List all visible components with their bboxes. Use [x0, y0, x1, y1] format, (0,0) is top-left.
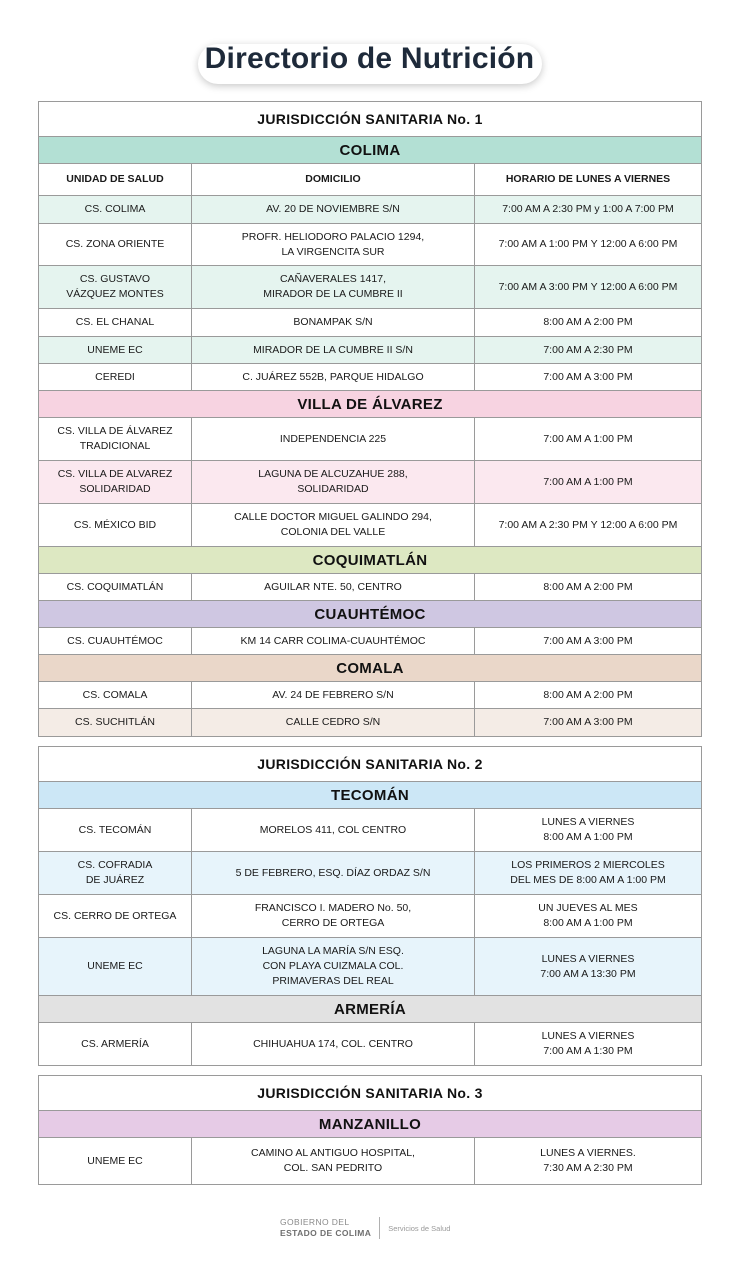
unit-address: AV. 20 DE NOVIEMBRE S/N [191, 196, 474, 223]
jurisdiction-2-table [38, 746, 702, 1066]
unit-schedule: LUNES A VIERNES 7:00 AM A 13:30 PM [474, 938, 701, 995]
unit-address: INDEPENDENCIA 225 [191, 418, 474, 460]
jurisdiction-3-table [38, 1075, 702, 1185]
table-row [39, 196, 701, 224]
unit-schedule: LUNES A VIERNES 8:00 AM A 1:00 PM [474, 809, 701, 851]
unit-schedule: 7:00 AM A 1:00 PM [474, 418, 701, 460]
unit-schedule: 8:00 AM A 2:00 PM [474, 574, 701, 600]
column-header-schedule: HORARIO DE LUNES A VIERNES [474, 164, 701, 195]
table-row [39, 504, 701, 547]
table-row [39, 224, 701, 266]
unit-address: AGUILAR NTE. 50, CENTRO [191, 574, 474, 600]
table-header [39, 164, 701, 196]
government-logo [280, 1217, 371, 1238]
municipality-manzanillo: MANZANILLO [39, 1111, 701, 1138]
municipality-armeria: ARMERÍA [39, 996, 701, 1023]
unit-schedule: 7:00 AM A 3:00 PM Y 12:00 A 6:00 PM [474, 266, 701, 308]
table-row [39, 418, 701, 461]
unit-name: CS. EL CHANAL [75, 316, 155, 329]
unit-name: CS. TECOMÁN [78, 823, 152, 836]
table-row [39, 895, 701, 938]
unit-address: CAMINO AL ANTIGUO HOSPITAL, COL. SAN PEDRITO [191, 1138, 474, 1184]
municipality-cuauhtemoc: CUAUHTÉMOC [39, 601, 701, 628]
unit-address: CAÑAVERALES 1417, MIRADOR DE LA CUMBRE II [191, 266, 474, 308]
unit-address: CALLE DOCTOR MIGUEL GALINDO 294, COLONIA DEL VALLE [191, 504, 474, 546]
unit-address: BONAMPAK S/N [191, 309, 474, 336]
table-row [39, 682, 701, 709]
table-row [39, 809, 701, 852]
unit-address: AV. 24 DE FEBRERO S/N [191, 682, 474, 708]
table-row [39, 938, 701, 996]
unit-address: LAGUNA DE ALCUZAHUE 288, SOLIDARIDAD [191, 461, 474, 503]
table-row [39, 364, 701, 391]
unit-name: CEREDI [95, 370, 135, 383]
municipality-colima: COLIMA [39, 137, 701, 164]
unit-schedule: 7:00 AM A 1:00 PM [474, 461, 701, 503]
jurisdiction-1-table [38, 101, 702, 737]
unit-schedule: LUNES A VIERNES 7:00 AM A 1:30 PM [474, 1023, 701, 1065]
table-row [39, 337, 701, 364]
unit-name: CS. VILLA DE ÁLVAREZ TRADICIONAL [57, 425, 173, 452]
unit-name: CS. COLIMA [84, 203, 146, 216]
unit-address: 5 DE FEBRERO, ESQ. DÍAZ ORDAZ S/N [191, 852, 474, 894]
unit-name: UNEME EC [87, 960, 143, 973]
unit-name: CS. CERRO DE ORTEGA [53, 909, 177, 922]
unit-name: CS. COFRADIA DE JUÁREZ [77, 859, 153, 886]
unit-name: CS. CUAUHTÉMOC [67, 634, 163, 647]
unit-address: PROFR. HELIODORO PALACIO 1294, LA VIRGENCITA SUR [191, 224, 474, 265]
footer-divider [379, 1217, 380, 1239]
unit-name: CS. VILLA DE ALVAREZ SOLIDARIDAD [57, 468, 173, 495]
unit-name: CS. GUSTAVO VÁZQUEZ MONTES [66, 273, 164, 300]
unit-schedule: 7:00 AM A 2:30 PM Y 12:00 A 6:00 PM [474, 504, 701, 546]
municipality-villa-de-alvarez: VILLA DE ÁLVAREZ [39, 391, 701, 418]
unit-schedule: UN JUEVES AL MES 8:00 AM A 1:00 PM [474, 895, 701, 937]
unit-name: CS. MÉXICO BID [73, 518, 157, 531]
unit-schedule: 7:00 AM A 3:00 PM [474, 364, 701, 390]
unit-address: MIRADOR DE LA CUMBRE II S/N [191, 337, 474, 363]
unit-name: CS. COMALA [82, 688, 148, 701]
unit-name: CS. ZONA ORIENTE [65, 238, 165, 251]
unit-schedule: 8:00 AM A 2:00 PM [474, 309, 701, 336]
government-logo-line2: ESTADO DE COLIMA [280, 1228, 372, 1238]
unit-name: CS. ARMERÍA [81, 1037, 149, 1050]
table-row [39, 1138, 701, 1184]
unit-schedule: 7:00 AM A 3:00 PM [474, 628, 701, 654]
column-header-unit: UNIDAD DE SALUD [66, 173, 164, 186]
health-services-logo: Servicios de Salud [388, 1223, 451, 1233]
table-row [39, 309, 701, 337]
municipality-coquimatlan: COQUIMATLÁN [39, 547, 701, 574]
unit-name: UNEME EC [87, 1154, 143, 1167]
unit-name: UNEME EC [87, 343, 143, 356]
jurisdiction-title: JURISDICCIÓN SANITARIA No. 1 [39, 102, 701, 137]
table-row [39, 266, 701, 309]
unit-address: FRANCISCO I. MADERO No. 50, CERRO DE ORTEGA [191, 895, 474, 937]
unit-address: CHIHUAHUA 174, COL. CENTRO [191, 1023, 474, 1065]
page-title: Directorio de Nutrición [204, 42, 535, 75]
unit-name: CS. SUCHITLÁN [75, 716, 155, 729]
government-logo-line1: GOBIERNO DEL [280, 1217, 350, 1228]
footer-logos [280, 1214, 450, 1242]
table-row [39, 709, 701, 736]
table-row [39, 852, 701, 895]
table-row [39, 461, 701, 504]
jurisdiction-title: JURISDICCIÓN SANITARIA No. 2 [39, 747, 701, 782]
unit-schedule: 7:00 AM A 2:30 PM [474, 337, 701, 363]
unit-schedule: 7:00 AM A 3:00 PM [474, 709, 701, 736]
jurisdiction-title: JURISDICCIÓN SANITARIA No. 3 [39, 1076, 701, 1111]
unit-address: LAGUNA LA MARÍA S/N ESQ. CON PLAYA CUIZMALA COL. PRIMAVERAS DEL REAL [191, 938, 474, 995]
unit-schedule: 8:00 AM A 2:00 PM [474, 682, 701, 708]
unit-address: KM 14 CARR COLIMA-CUAUHTÉMOC [191, 628, 474, 654]
municipality-comala: COMALA [39, 655, 701, 682]
table-row [39, 1023, 701, 1065]
unit-address: CALLE CEDRO S/N [191, 709, 474, 736]
municipality-tecoman: TECOMÁN [39, 782, 701, 809]
unit-name: CS. COQUIMATLÁN [66, 580, 164, 593]
unit-schedule: 7:00 AM A 1:00 PM Y 12:00 A 6:00 PM [474, 224, 701, 265]
table-row [39, 628, 701, 655]
unit-address: C. JUÁREZ 552B, PARQUE HIDALGO [191, 364, 474, 390]
column-header-address: DOMICILIO [191, 164, 474, 195]
unit-schedule: 7:00 AM A 2:30 PM y 1:00 A 7:00 PM [474, 196, 701, 223]
unit-schedule: LUNES A VIERNES. 7:30 AM A 2:30 PM [474, 1138, 701, 1184]
table-row [39, 574, 701, 601]
unit-schedule: LOS PRIMEROS 2 MIERCOLES DEL MES DE 8:00 AM A 1:00 PM [474, 852, 701, 894]
unit-address: MORELOS 411, COL CENTRO [191, 809, 474, 851]
